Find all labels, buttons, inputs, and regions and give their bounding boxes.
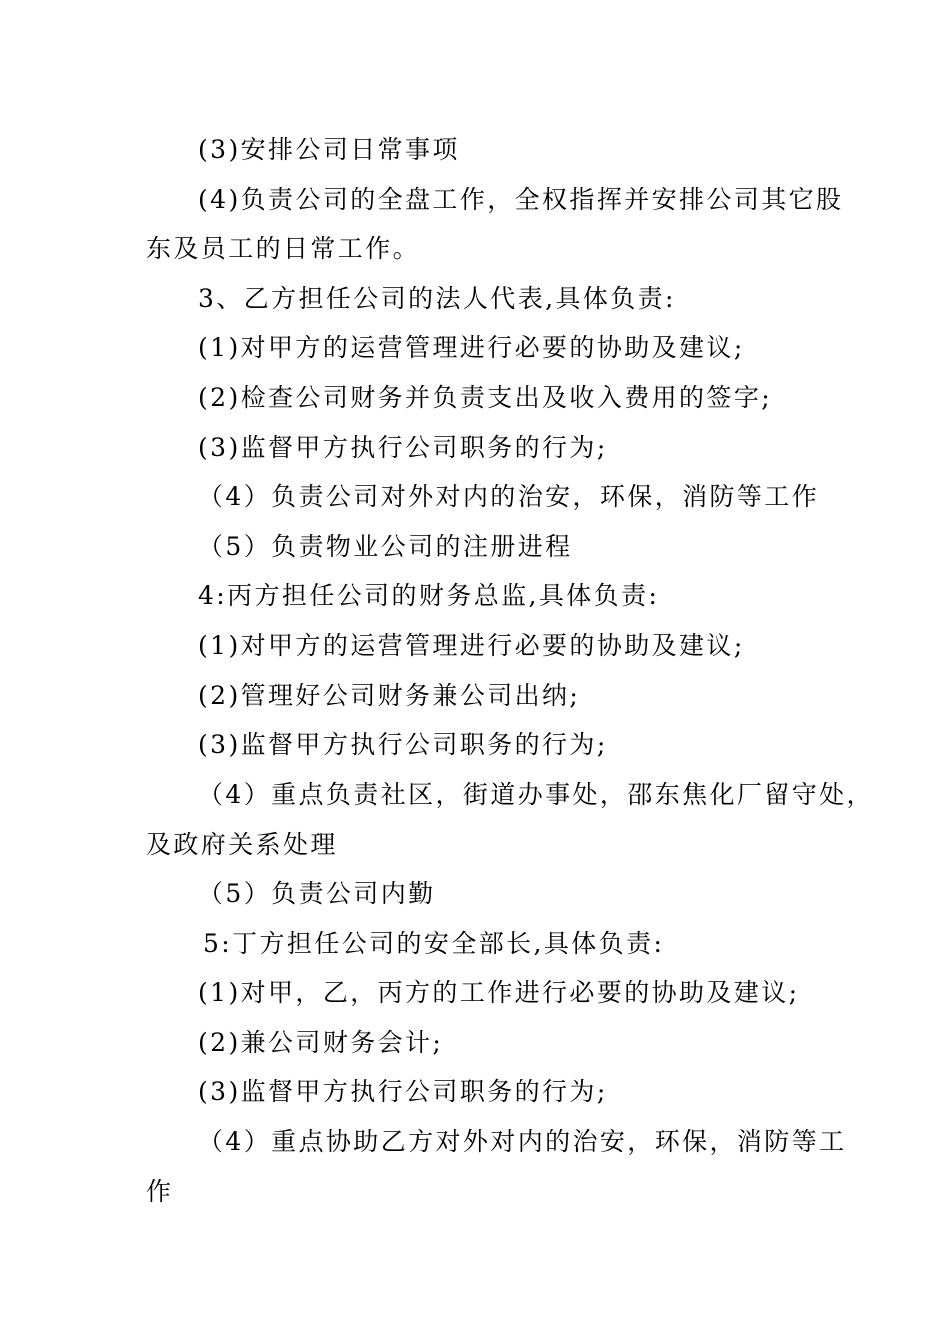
text-line: (1)对甲方的运营管理进行必要的协助及建议; — [198, 333, 745, 362]
text-line: (2)管理好公司财务兼公司出纳; — [198, 681, 581, 710]
text-line: (3)安排公司日常事项 — [198, 135, 460, 164]
text-line: (4)负责公司的全盘工作，全权指挥并安排公司其它股 — [198, 185, 844, 214]
text-line: 3、乙方担任公司的法人代表,具体负责: — [198, 284, 676, 313]
text-line: 东及员工的日常工作。 — [146, 234, 421, 263]
text-line: （4）负责公司对外对内的治安，环保，消防等工作 — [198, 482, 820, 511]
text-line: 5:丁方担任公司的安全部长,具体负责: — [203, 929, 665, 958]
text-line: （4）重点负责社区，街道办事处，邵东焦化厂留守处， — [198, 780, 874, 809]
text-line: 及政府关系处理 — [146, 830, 338, 859]
text-line: (1)对甲，乙，丙方的工作进行必要的协助及建议; — [198, 978, 800, 1007]
text-line: （4）重点协助乙方对外对内的治安，环保，消防等工 — [198, 1127, 847, 1156]
text-line: (3)监督甲方执行公司职务的行为; — [198, 1077, 608, 1106]
text-line: 4:丙方担任公司的财务总监,具体负责: — [198, 581, 660, 610]
text-line: (2)兼公司财务会计; — [198, 1028, 444, 1057]
text-line: 作 — [146, 1177, 174, 1206]
text-line: (3)监督甲方执行公司职务的行为; — [198, 433, 608, 462]
text-line: (2)检查公司财务并负责支出及收入费用的签字; — [198, 383, 773, 412]
text-line: (1)对甲方的运营管理进行必要的协助及建议; — [198, 631, 745, 660]
text-line: （5）负责物业公司的注册进程 — [198, 532, 573, 561]
text-line: (3)监督甲方执行公司职务的行为; — [198, 730, 608, 759]
text-line: （5）负责公司内勤 — [198, 879, 436, 908]
